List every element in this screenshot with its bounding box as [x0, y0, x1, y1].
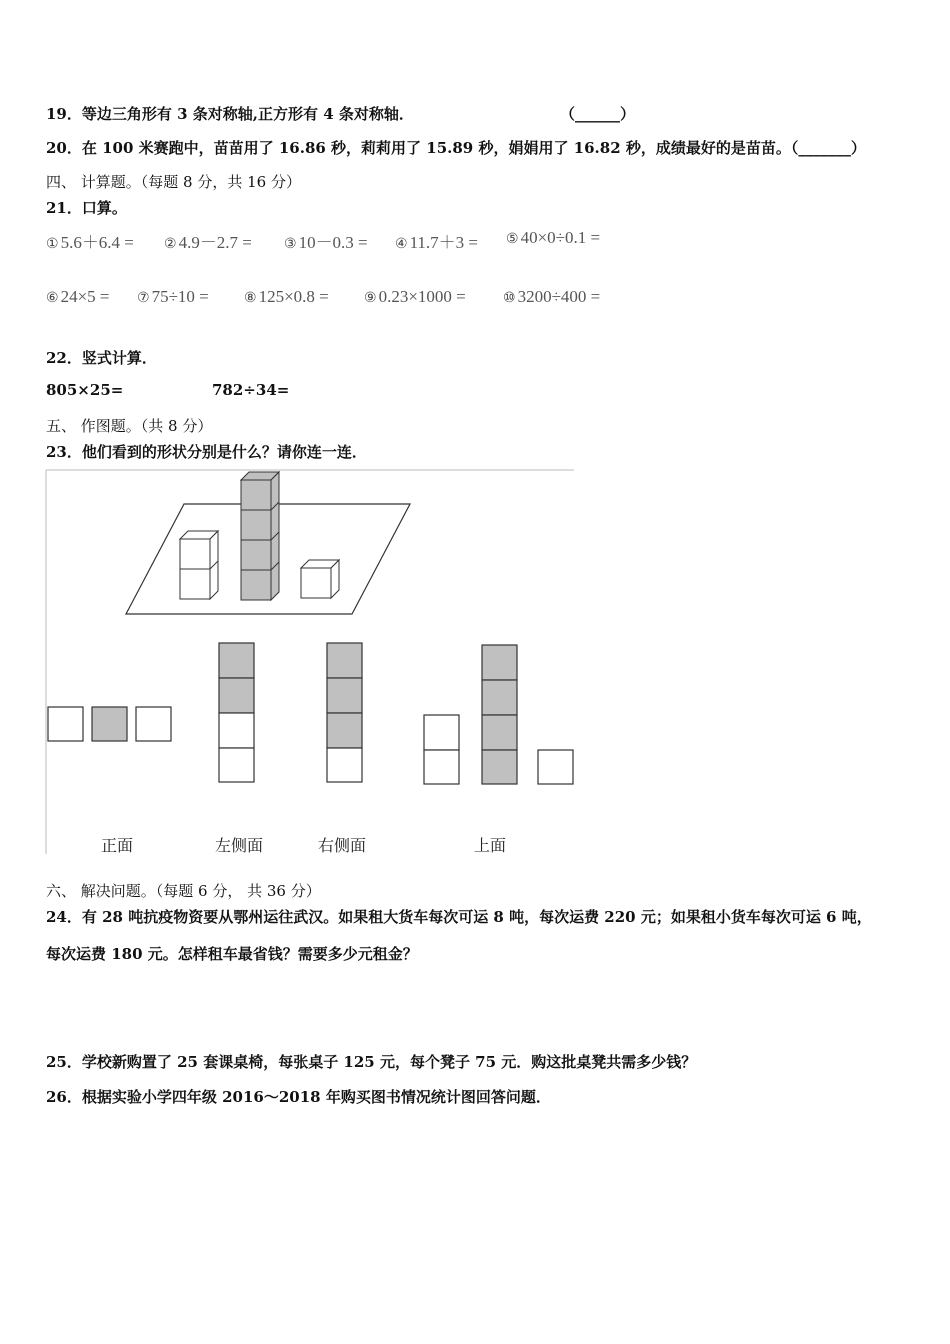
section-6-heading: 六、 解决问题。（每题 6 分， 共 36 分） — [46, 882, 321, 900]
question-21-title: 21．口算。 — [46, 199, 127, 217]
question-25: 25．学校新购置了 25 套课桌椅，每张桌子 125 元，每个凳子 75 元．购这批桌凳共需多少钱？ — [46, 1053, 697, 1071]
label-right-side: 右侧面 — [318, 836, 367, 855]
question-24-line1: 24．有 28 吨抗疫物资要从鄂州运往武汉。如果租大货车每次可运 8 吨，每次运费 220 元；如果租小货车每次可运 6 吨， — [46, 908, 872, 926]
answer-blank-19[interactable]: （______） — [560, 105, 636, 123]
calc-item-10: ⑩ 3200÷400 = — [503, 287, 601, 306]
cube-stack-four — [241, 472, 279, 600]
label-front: 正面 — [101, 836, 134, 855]
calc-item-6: ⑥ 24×5 = — [46, 287, 110, 306]
label-top: 上面 — [474, 836, 507, 855]
section-4-heading: 四、 计算题。（每题 8 分，共 16 分） — [46, 173, 301, 191]
single-cube — [301, 560, 339, 598]
label-left-side: 左侧面 — [215, 836, 264, 855]
question-26: 26．根据实验小学四年级 2016～2018 年购买图书情况统计图回答问题． — [46, 1088, 551, 1106]
question-24-line2: 每次运费 180 元。怎样租车最省钱？需要多少元租金？ — [46, 945, 418, 963]
calc-item-5: ⑤ 40×0÷0.1 = — [506, 228, 601, 247]
calc-item-3: ③ 10－0.3 = — [284, 233, 368, 252]
views-figure — [44, 468, 576, 856]
question-23-title: 23．他们看到的形状分别是什么？请你连一连． — [46, 443, 367, 461]
calc-item-1: ① 5.6＋6.4 = — [46, 233, 134, 252]
section-5-heading: 五、 作图题。（共 8 分） — [46, 417, 213, 435]
left-view-shape — [219, 643, 254, 782]
question-19: 19．等边三角形有 3 条对称轴,正方形有 4 条对称轴． — [46, 105, 414, 123]
question-20: 20．在 100 米赛跑中，苗苗用了 16.86 秒，莉莉用了 15.89 秒，娟娟用了 16.82 秒，成绩最好的是苗苗。（_______） — [46, 139, 866, 157]
right-view-shape — [327, 643, 362, 782]
calc-item-2: ② 4.9－2.7 = — [164, 233, 252, 252]
calc-item-8: ⑧ 125×0.8 = — [244, 287, 329, 306]
vertical-calc-b: 782÷34= — [212, 381, 290, 399]
calc-item-7: ⑦ 75÷10 = — [137, 287, 209, 306]
question-22-title: 22．竖式计算． — [46, 349, 157, 367]
calc-item-9: ⑨ 0.23×1000 = — [364, 287, 466, 306]
top-view-shape — [424, 645, 573, 784]
front-view-shape — [48, 707, 171, 741]
calc-item-4: ④ 11.7＋3 = — [395, 233, 479, 252]
vertical-calc-a: 805×25= — [46, 381, 124, 399]
cube-stack-two — [180, 531, 218, 599]
